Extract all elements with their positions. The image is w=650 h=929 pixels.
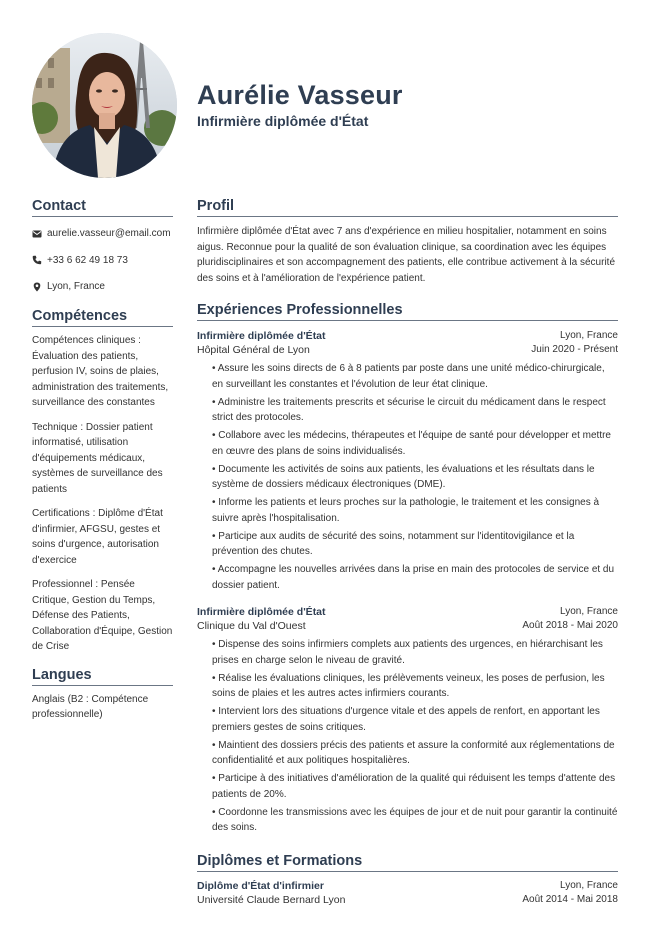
language-item: Anglais (B2 : Compétence professionnelle) [32, 693, 149, 720]
job-bullets [212, 361, 618, 593]
list-item: • Accompagne les nouvelles arrivées dans la prise en main des protocoles de service et du dossier patient. [212, 564, 615, 591]
candidate-title: Infirmière diplômée d'État [197, 113, 369, 129]
skills-heading: Compétences [32, 307, 173, 327]
candidate-name: Aurélie Vasseur [197, 80, 403, 110]
list-item: • Dispense des soins infirmiers complets aux patients des urgences, en hiérarchisant les prises en charge selon le niveau de gravité. [212, 639, 603, 666]
degree-title: Diplôme d'État d'infirmier [197, 879, 324, 892]
list-item: • Collabore avec les médecins, thérapeutes et l'équipe de santé pour développer et mettre en œuvre des plans de soins individualisés. [212, 430, 611, 457]
list-item: • Assure les soins directs de 6 à 8 patients par poste dans une unité médico-chirurgicale, en surveillant les constantes et l'évolution de leur état clinique. [212, 363, 605, 390]
skill-item: Compétences cliniques : Évaluation des patients, perfusion IV, soins de plaies, administration des traitements, surveillance des constantes [32, 335, 169, 408]
list-item: • Documente les activités de soins aux patients, les évaluations et les résultats dans le système de dossiers médicaux électroniques (DME). [212, 463, 595, 490]
list-item: • Participe aux audits de sécurité des soins, notamment sur l'identitovigilance et la prévention des chutes. [212, 530, 575, 557]
experience-heading: Expériences Professionnelles [197, 301, 618, 321]
list-item: • Réalise les évaluations cliniques, les prélèvements veineux, les poses de perfusion, les soins de plaies et les autres actes infirmiers courants. [212, 672, 605, 699]
contact-heading: Contact [32, 197, 173, 217]
list-item: • Maintient des dossiers précis des patients et assure la conformité aux réglementations de confidentialité et aux politiques hospitalières. [212, 739, 615, 766]
sidebar [32, 197, 173, 723]
list-item: • Intervient lors des situations d'urgence vitale et des appels de renfort, en apportant les premiers gestes de soins critiques. [212, 706, 600, 733]
education-location: Lyon, France [560, 879, 618, 891]
contact-email[interactable] [32, 227, 173, 240]
contact-phone[interactable] [32, 254, 173, 267]
list-item: • Coordonne les transmissions avec les équipes de jour et de nuit pour garantir la continuité des soins. [212, 806, 618, 833]
list-item: • Administre les traitements prescrits et sécurise le circuit du médicament dans le respect strict des protocoles. [212, 396, 606, 423]
header [197, 80, 403, 129]
job-company: Clinique du Val d'Ouest [197, 620, 306, 632]
portrait-image [32, 33, 177, 178]
job-entry [197, 329, 618, 593]
education-entry [197, 879, 618, 907]
list-item: • Participe à des initiatives d'amélioration de la qualité qui réduisent les temps d'attente des patients de 20%. [212, 773, 616, 800]
profile-text: Infirmière diplômée d'État avec 7 ans d'expérience en milieu hospitalier, notamment en soins aigus. Reconnue pour la qualité de son évaluation clinique, sa coordination avec les équipes pluridisciplinaires et son accompagnement des patients, elle contribue activement à la sécurité des soins et à l'amélioration de l'expérience patient. [197, 226, 616, 284]
job-bullets [212, 637, 618, 836]
education-dates: Août 2014 - Mai 2018 [522, 893, 618, 905]
location-pin-icon [32, 282, 42, 292]
job-company: Hôpital Général de Lyon [197, 344, 310, 356]
profile-heading: Profil [197, 197, 618, 217]
phone-text: +33 6 62 49 18 73 [47, 254, 128, 266]
job-entry [197, 605, 618, 836]
languages-heading: Langues [32, 666, 173, 686]
list-item: • Informe les patients et leurs proches sur la pathologie, le traitement et les consignes à suivre après l'hospitalisation. [212, 497, 600, 524]
location-text: Lyon, France [47, 281, 105, 292]
envelope-icon [32, 229, 42, 239]
email-text: aurelie.vasseur@email.com [47, 228, 171, 239]
skill-item: Technique : Dossier patient informatisé, utilisation d'équipements médicaux, systèmes de surveillance des patients [32, 421, 163, 495]
job-dates: Août 2018 - Mai 2020 [522, 620, 618, 631]
skill-item: Professionnel : Pensée Critique, Gestion du Temps, Défense des Patients, Collaboration d'Équipe, Gestion de Crise [32, 579, 173, 652]
education-heading: Diplômes et Formations [197, 852, 618, 872]
job-title: Infirmière diplômée d'État [197, 606, 326, 618]
job-location: Lyon, France [560, 330, 618, 341]
contact-location [32, 280, 173, 293]
job-title: Infirmière diplômée d'État [197, 330, 326, 342]
phone-icon [32, 255, 42, 265]
job-dates: Juin 2020 - Présent [531, 344, 618, 355]
profile-photo [32, 33, 177, 178]
skill-item: Certifications : Diplôme d'État d'infirmier, AFGSU, gestes et soins d'urgence, autorisation d'exercice [32, 508, 163, 566]
main-content [197, 197, 618, 907]
school-name: Université Claude Bernard Lyon [197, 893, 346, 906]
job-location: Lyon, France [560, 606, 618, 617]
